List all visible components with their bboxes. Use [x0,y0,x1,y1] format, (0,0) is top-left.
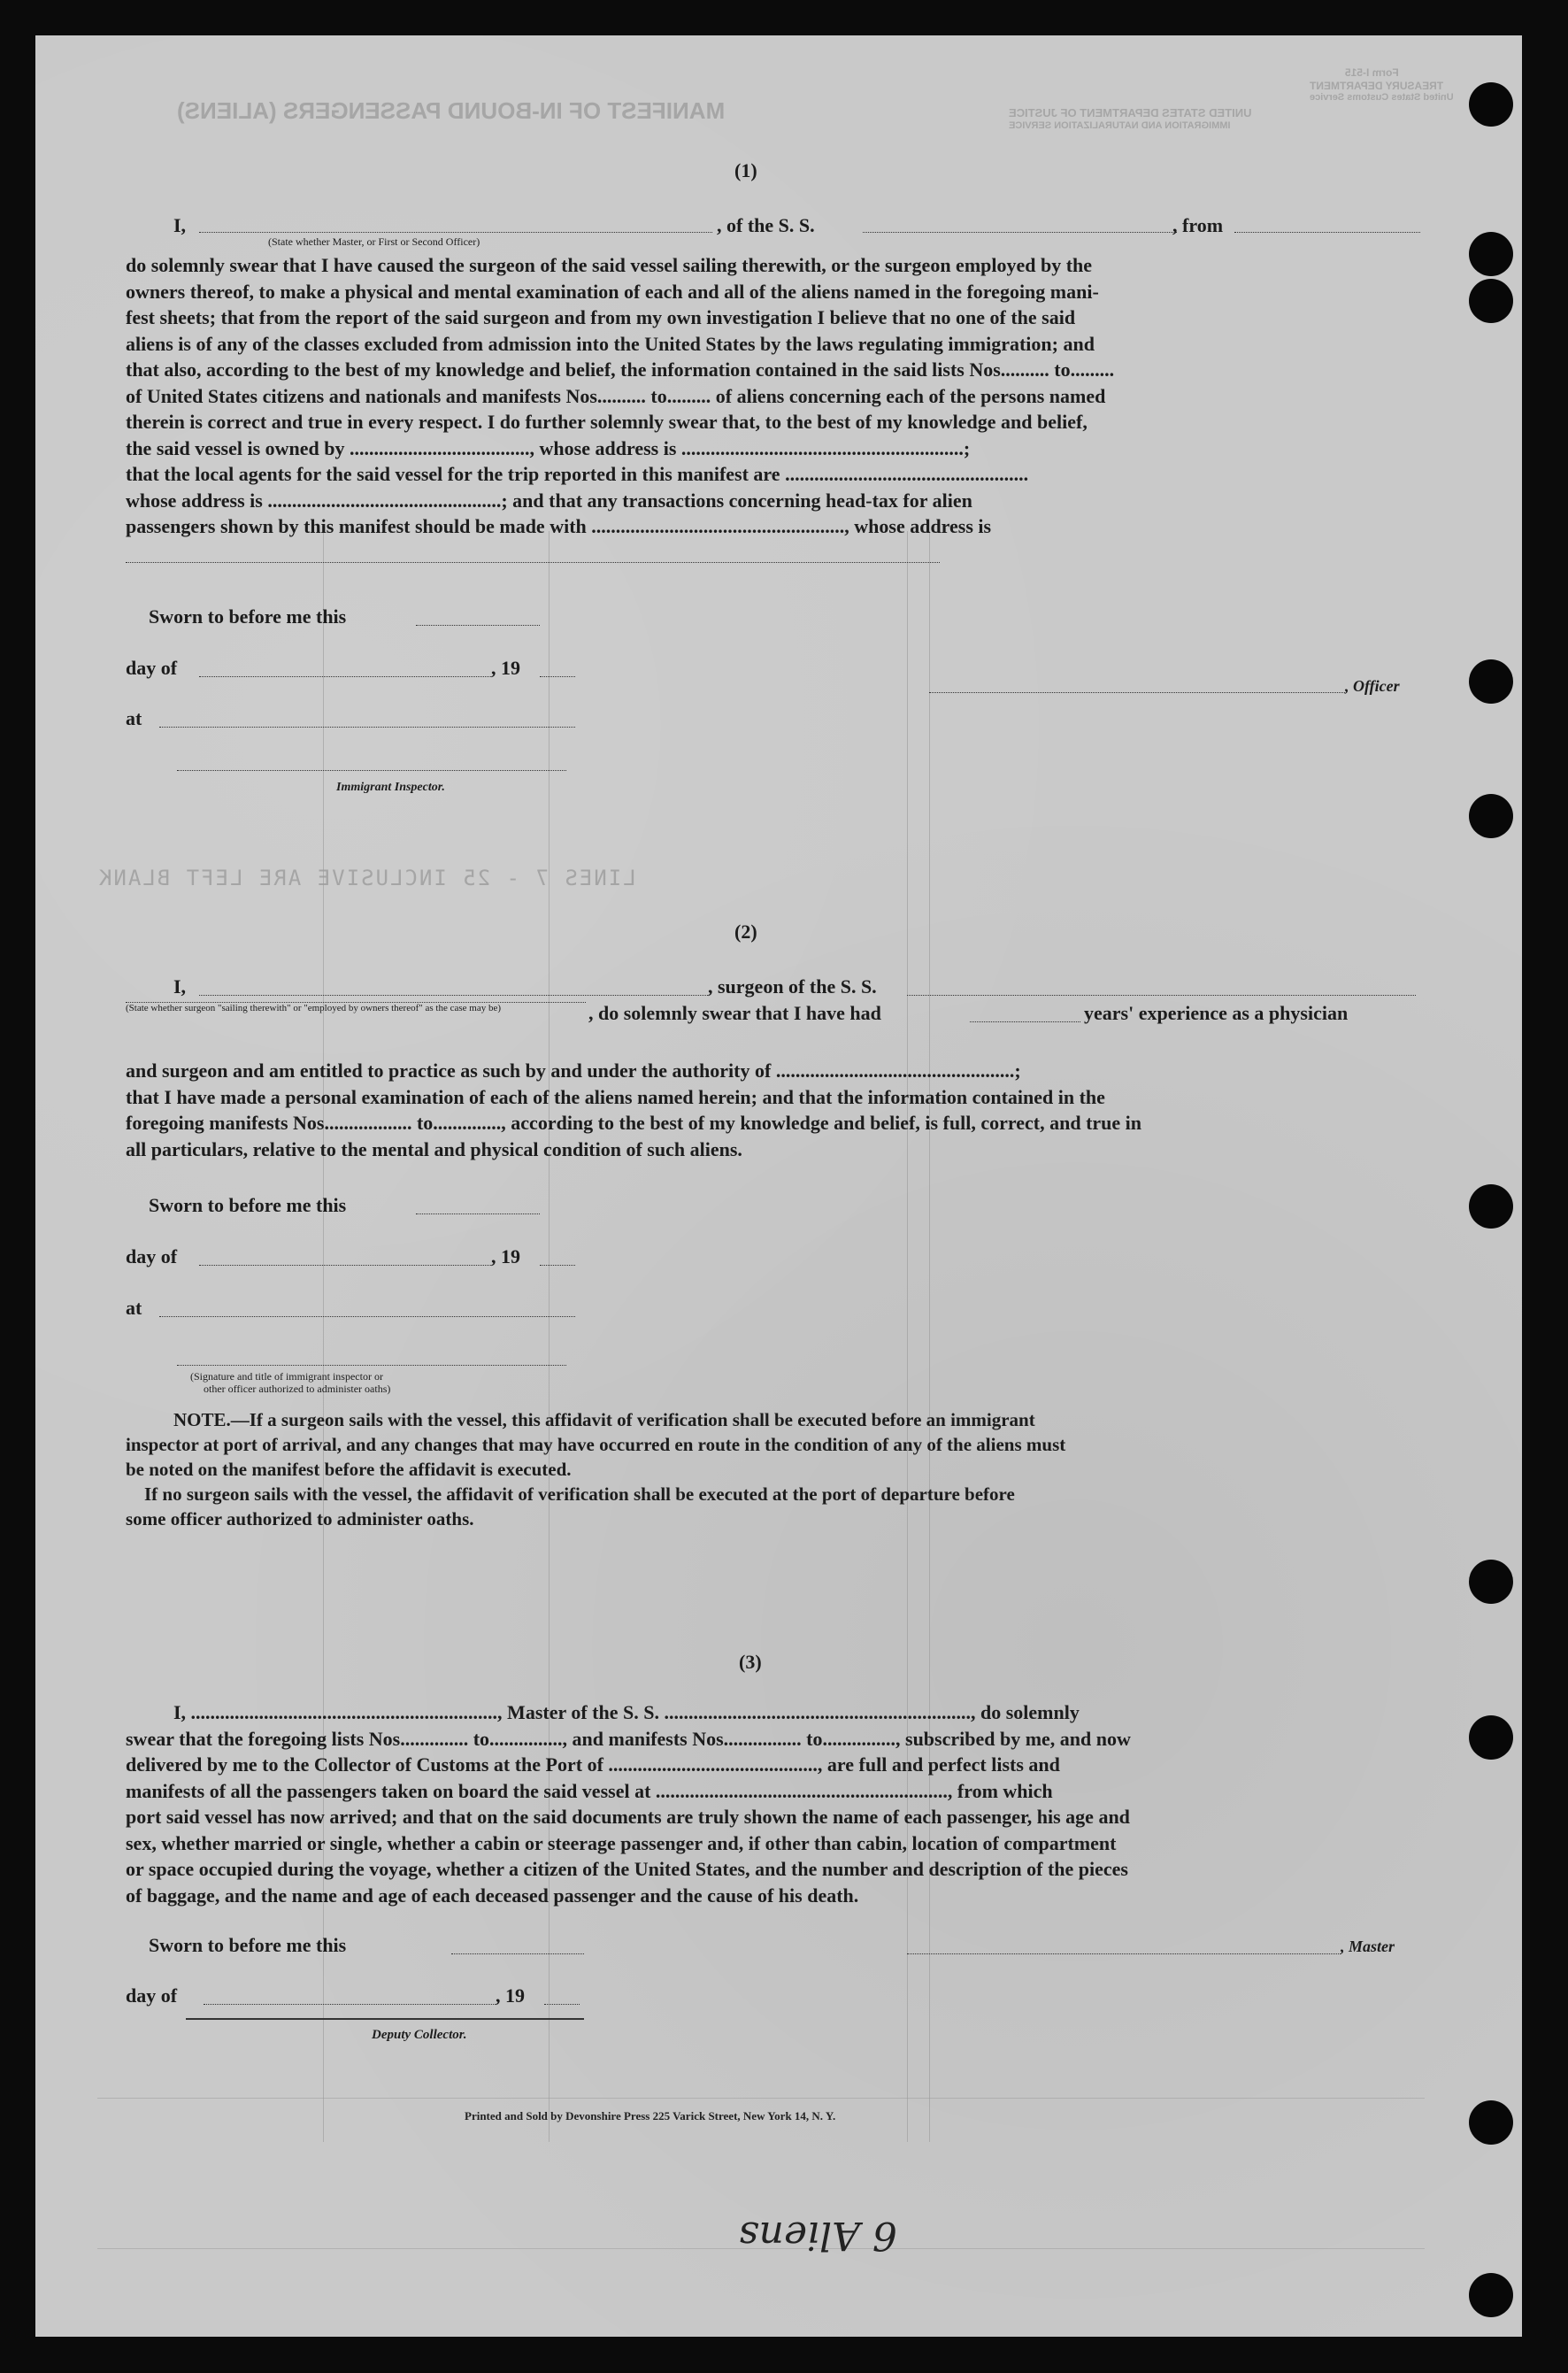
from-port-line [1234,232,1420,233]
sig-hint-2: other officer authorized to administer oaths) [204,1383,391,1395]
note-line: be noted on the manifest before the affidavit is executed. [126,1459,572,1480]
from-label: , from [1172,214,1224,236]
surgeon-type-line [126,1002,586,1003]
punch-hole [1469,794,1513,838]
note-line: inspector at port of arrival, and any changes that may have occurred en route in the condition of any of the aliens must [126,1434,1066,1455]
sworn-label-3: Sworn to before me this [149,1934,347,1956]
section-2-lead: I, [173,975,187,998]
bleed-agency: UNITED STATES DEPARTMENT OF JUSTICE [1009,106,1252,119]
officer-name-line [199,232,712,233]
oath-line: that also, according to the best of my knowledge and belief, the information contained in the said lists Nos.......... to......... [126,358,1115,381]
punch-hole [1469,659,1513,704]
sworn-date-line [451,1953,584,1954]
oath-line: or space occupied during the voyage, whether a citizen of the United States, and the number and description of the pieces [126,1858,1128,1880]
bleed-row-line [97,2098,1425,2099]
section-3-number: (3) [739,1651,762,1673]
punch-hole [1469,2273,1513,2317]
punch-hole [1469,1560,1513,1604]
oath-line: owners thereof, to make a physical and mental examination of each and all of the aliens named in the foregoing mani- [126,280,1099,303]
note-line: If no surgeon sails with the vessel, the affidavit of verification shall be executed at the port of departure before [126,1483,1015,1505]
role-hint: (State whether Master, or First or Second Officer) [268,235,480,248]
year-label-1: , 19 [491,657,520,679]
bleed-title: MANIFEST OF IN-BOUND PASSENGERS (ALIENS) [177,97,726,124]
punch-hole [1469,2100,1513,2145]
section-1-number: (1) [734,159,757,181]
section-2-oath [126,1058,1141,1162]
at-label-1: at [126,707,142,729]
oath-line: swear that the foregoing lists Nos.............. to..............., and manifests Nos................ to..............., subscribed by me, and now [126,1727,1131,1750]
surgeon-vessel-line [907,995,1416,996]
bleed-form: Form I-515 [1345,66,1399,79]
inspector-signature-line [177,1365,566,1366]
day-of-label-1: day of [126,657,178,679]
oath-line: and surgeon and am entitled to practice as such by and under the authority of .................................................; [126,1059,1021,1082]
oath-line: that the local agents for the said vessel for the trip reported in this manifest are .................................................. [126,463,1029,485]
punch-hole [1469,232,1513,276]
punch-hole [1469,1715,1513,1760]
oath-line: aliens is of any of the classes excluded from admission into the United States by the laws regulating immigration; and [126,332,1095,355]
oath-line: do solemnly swear that I have caused the surgeon of the said vessel sailing therewith, or the surgeon employed by the [126,254,1093,276]
note-line: NOTE.—If a surgeon sails with the vessel, this affidavit of verification shall be executed before an immigrant [173,1409,1035,1430]
handwritten-alien-count: 6 Aliens [739,2213,897,2258]
sworn-label-1: Sworn to before me this [149,605,347,628]
sworn-label-2: Sworn to before me this [149,1194,347,1216]
section-3-oath [173,1699,1080,1726]
vessel-name-line [863,232,1177,233]
year-line [540,676,575,677]
punch-hole [1469,279,1513,323]
printer-imprint: Printed and Sold by Devonshire Press 225 Varick Street, New York 14, N. Y. [465,2109,836,2123]
oath-line: delivered by me to the Collector of Customs at the Port of ..........................................., are full and perfect lists and [126,1753,1060,1776]
deputy-label: Deputy Collector. [372,2028,467,2042]
at-label-2: at [126,1297,142,1319]
sig-hint-1: (Signature and title of immigrant inspector or [190,1370,383,1383]
oath-line: that I have made a personal examination of each of the aliens named herein; and that the information contained in the [126,1085,1105,1108]
at-line [159,727,575,728]
bleed-customs: United States Customs Service [1310,92,1454,103]
section-2-number: (2) [734,921,757,943]
oath-line: all particulars, relative to the mental and physical condition of such aliens. [126,1137,742,1160]
sworn-date-line [416,625,540,626]
day-of-label-2: day of [126,1245,178,1267]
day-line [199,676,491,677]
year-label-3: , 19 [496,1984,525,2007]
bleed-service: IMMIGRATION AND NATURALIZATION SERVICE [1009,120,1231,131]
year-line [540,1265,575,1266]
oath-line: sex, whether married or single, whether a cabin or steerage passenger and, if other than cabin, location of compartment [126,1831,1117,1854]
note-line: some officer authorized to administer oaths. [126,1508,474,1529]
officer-signature-line [929,692,1345,693]
oath-line: therein is correct and true in every respect. I do further solemnly swear that, to the best of my knowledge and belief, [126,411,1088,433]
manifest-page [35,35,1522,2337]
at-line [159,1316,575,1317]
inspector-label: Immigrant Inspector. [336,781,445,794]
bleed-treasury: TREASURY DEPARTMENT [1310,80,1444,92]
oath-line: of United States citizens and nationals and manifests Nos.......... to......... of aliens concerning each of the persons named [126,384,1106,407]
oath-line: manifests of all the passengers taken on board the said vessel at ............................................................, from which [126,1779,1053,1802]
oath-line: passengers shown by this manifest should be made with ...................................................., whose address is [126,515,992,537]
officer-label: , Officer [1345,677,1400,695]
oath-line: I, ..............................................................., Master of the S. S. ..............................................................., do solemnly [173,1701,1080,1723]
years-line [970,1021,1080,1022]
oath-line: the said vessel is owned by ....................................., whose address is ..........................................................; [126,436,971,459]
years-label: years' experience as a physician [1084,1002,1349,1024]
verification-note [126,1407,1065,1531]
year-label-2: , 19 [491,1245,520,1267]
collector-signature-line [186,2018,584,2020]
surgeon-name-line [199,995,708,996]
oath-line: of baggage, and the name and age of each deceased passenger and the cause of his death. [126,1884,859,1907]
section-3-oath-body [126,1726,1131,1909]
year-line [544,2004,580,2005]
oath-line: fest sheets; that from the report of the said surgeon and from my own investigation I believe that no one of the said [126,306,1076,328]
bleed-stamp: LINES 7 - 25 INCLUSIVE ARE LEFT BLANK [97,866,636,890]
master-label: , Master [1341,1938,1395,1955]
punch-hole [1469,82,1513,127]
section-1-oath [126,252,1114,540]
solemnly-swear-label: , do solemnly swear that I have had [588,1002,881,1024]
surgeon-hint: (State whether surgeon "sailing therewith" or "employed by owners thereof" as the case may be) [126,1003,502,1013]
inspector-signature-line [177,770,566,771]
section-1-lead: I, [173,214,187,236]
address-continuation-line [126,562,940,563]
punch-hole [1469,1184,1513,1229]
day-line [204,2004,496,2005]
day-line [199,1265,491,1266]
surgeon-of-label: , surgeon of the S. S. [708,975,877,998]
of-ss-label: , of the S. S. [717,214,815,236]
master-signature-line [907,1953,1341,1954]
oath-line: port said vessel has now arrived; and that on the said documents are truly shown the name of each passenger, his age and [126,1806,1130,1828]
oath-line: foregoing manifests Nos.................. to.............., according to the best of my knowledge and belief, is full, correct, and true in [126,1112,1142,1134]
sworn-date-line [416,1213,540,1214]
day-of-label-3: day of [126,1984,178,2007]
oath-line: whose address is ................................................; and that any transactions concerning head-tax for alien [126,489,972,512]
